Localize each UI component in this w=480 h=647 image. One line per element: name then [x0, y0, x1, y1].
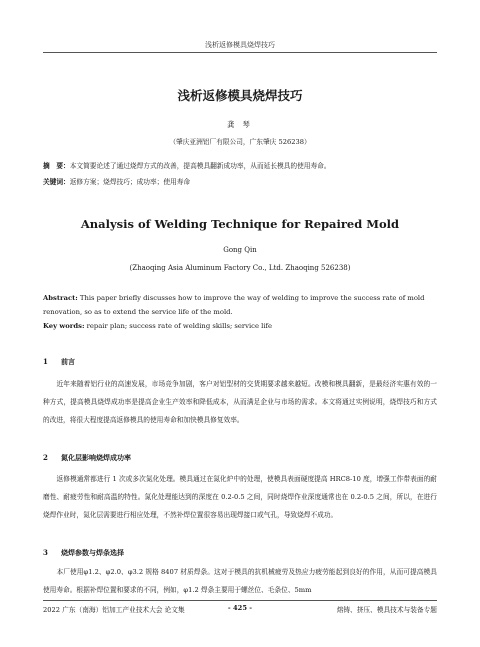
en-keywords-text: repair plan; success rate of welding skills; service life — [84, 322, 273, 330]
header-rule — [43, 52, 437, 53]
footer-proceedings: 2022 广东（南海）铝加工产业技术大会 论文集 — [43, 606, 185, 614]
cn-affiliation: （肇庆亚洲铝厂有限公司，广东肇庆 526238） — [169, 138, 311, 146]
en-abstract-text: This paper briefly discusses how to improve the way of welding to improve the success rate of mold renovation, so as to extend the service life of the mold. — [43, 294, 425, 316]
page-number: - 425 - — [227, 604, 253, 612]
en-keywords — [43, 320, 437, 334]
en-keywords-label: Key words: — [43, 322, 85, 330]
footer-rule — [43, 600, 437, 601]
cn-keywords-label: 关键词： — [43, 178, 70, 186]
cn-author: 龚 琴 — [227, 120, 253, 129]
cn-keywords-text: 返修方案；烧焊技巧；成功率；使用寿命 — [69, 178, 191, 186]
cn-title: 浅析返修模具烧焊技巧 — [177, 88, 303, 103]
section-title: 前言 — [61, 357, 75, 366]
cn-keywords — [43, 176, 437, 188]
en-author: Gong Qin — [223, 246, 257, 254]
en-title: Analysis of Welding Technique for Repaired Mold — [80, 217, 400, 231]
cn-abstract-text: 本文简要论述了通过烧焊方式的改善，提高模具翻新成功率，从而延长模具的使用寿命。 — [69, 162, 331, 170]
section-paragraph: 本厂使用φ1.2、φ2.0、φ3.2 规格 8407 材质焊条。这对于模具的抗机械疲劳及热应力疲劳能起到良好的作用，从而可提高模具使用寿命。根据补焊位置和要求的不同，例如，φ1.2 焊条主要用于螺丝位、毛条位、5mm — [43, 568, 437, 594]
section-paragraph: 返修模通常都进行 1 次或多次氮化处理。模具通过在氮化炉中的处理，使模具表面硬度提高 HRC8-10 度，增强工作带表面的耐磨性、耐疲劳性和耐高温的特性。氮化处理能达到的深度在 0.2-0.5 之间，同时烧焊作业深度通常也在 0.2-0.5 之间，所以，在进行烧焊作业时，氮化层需要进行相应处理，不然补焊位置很容易出现焊接口或气孔，导致烧焊不成功。 — [43, 475, 437, 519]
section-number: 1 — [43, 357, 48, 366]
running-header: 浅析返修模具烧焊技巧 — [205, 41, 275, 49]
section-title: 氮化层影响烧焊成功率 — [61, 453, 131, 462]
footer-topic: 熔铸、挤压、模具技术与装备专题 — [336, 606, 437, 614]
section-title: 烧焊参数与焊条选择 — [61, 548, 124, 557]
cn-abstract — [43, 160, 437, 172]
en-affiliation: (Zhaoqing Asia Aluminum Factory Co., Ltd. Zhaoqing 526238) — [129, 264, 351, 272]
section-number: 2 — [43, 453, 48, 462]
section-number: 3 — [43, 548, 48, 557]
section-paragraph: 近年来随着铝行业的高速发展，市场竞争加剧，客户对铝型材的交货期要求越来越短。改模和模具翻新，是最经济实惠有效的一种方式，提高模具烧焊成功率是提高企业生产效率和降低成本，从而满足企业与市场的需求。本文将通过实例说明，烧焊技巧和方式的改进，将很大程度提高返修模具的使用寿命和加快模具修复效率。 — [43, 380, 437, 424]
section-heading — [43, 357, 75, 367]
section-heading — [43, 453, 131, 463]
en-abstract — [43, 292, 437, 319]
cn-abstract-label: 摘 要： — [43, 162, 70, 170]
section-heading — [43, 548, 124, 558]
en-abstract-label: Abstract: — [43, 294, 78, 302]
